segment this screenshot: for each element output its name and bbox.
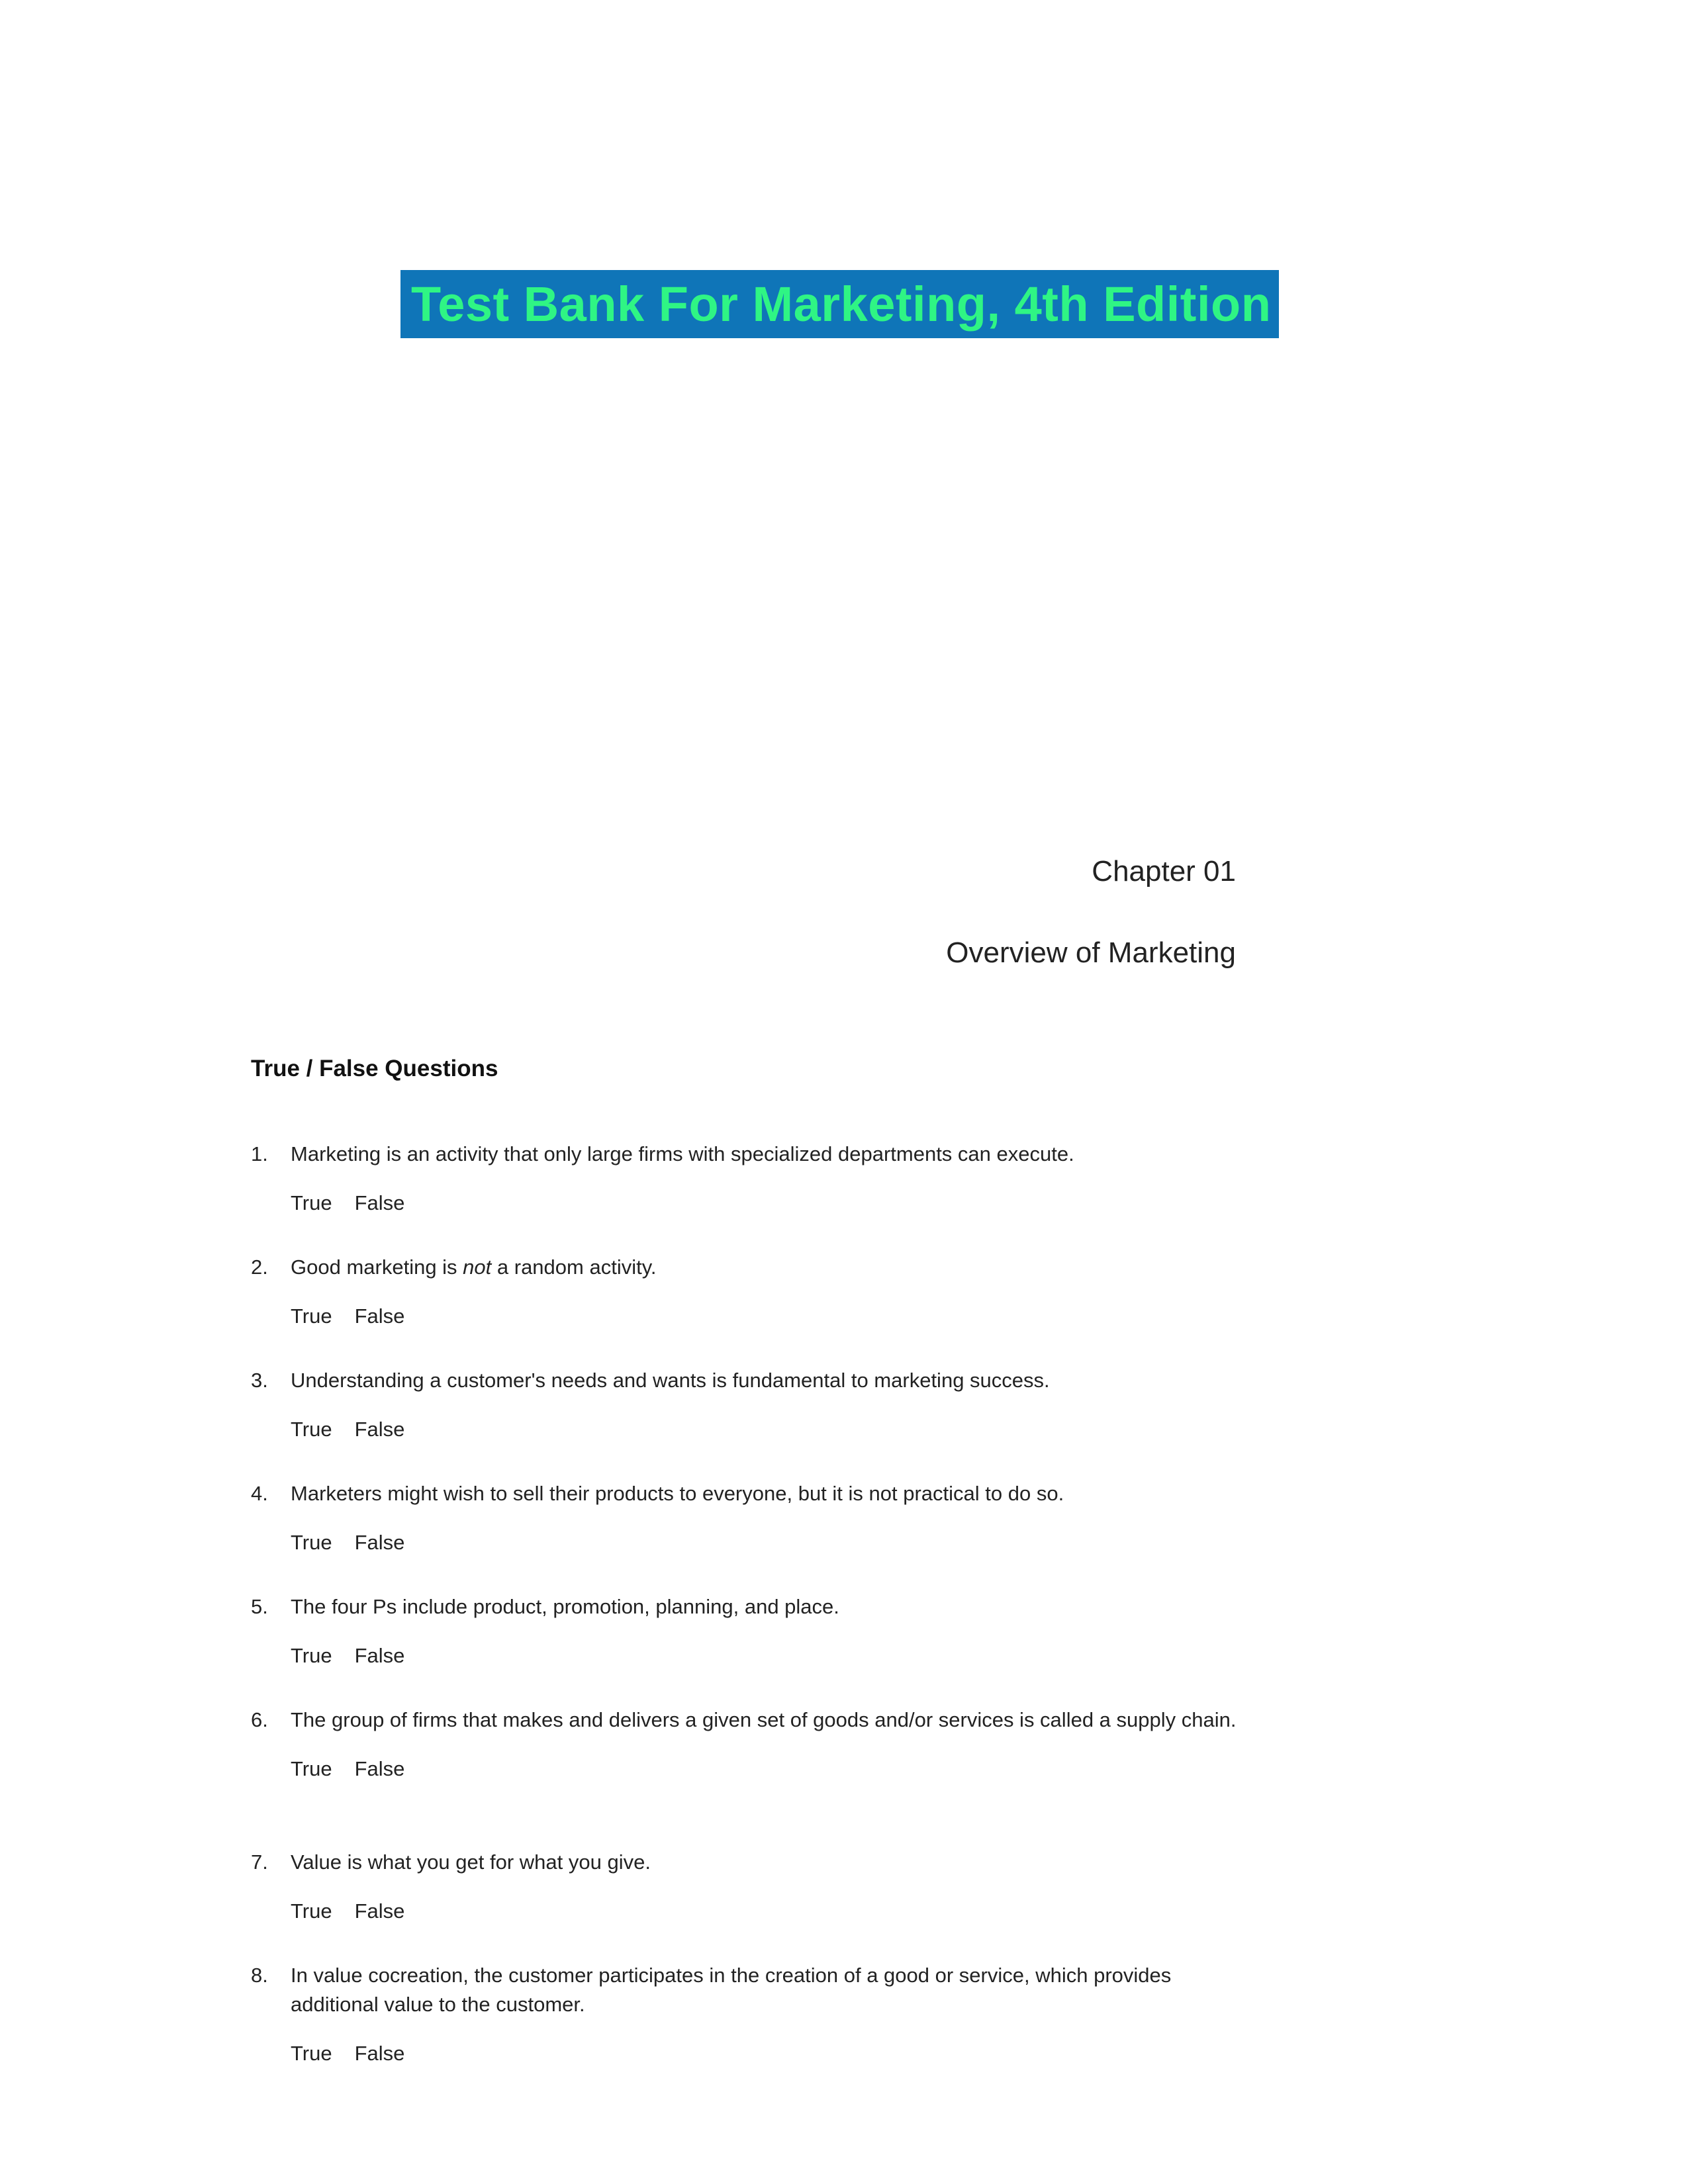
answer-true[interactable]: True <box>291 1304 332 1328</box>
answer-false[interactable]: False <box>354 1757 405 1780</box>
answer-options <box>291 1899 1257 1923</box>
question-item <box>251 1848 1257 1923</box>
question-item <box>251 1140 1257 1215</box>
answer-options <box>291 1418 1257 1441</box>
answer-options <box>291 1644 1257 1668</box>
answer-false[interactable]: False <box>354 1418 405 1441</box>
question-number: 6. <box>251 1708 268 1731</box>
question-text: The group of firms that makes and delivers a given set of goods and/or services is called a supply chain. <box>291 1708 1237 1731</box>
answer-false[interactable]: False <box>354 1644 405 1667</box>
answer-true[interactable]: True <box>291 1531 332 1554</box>
answer-options <box>291 1757 1257 1781</box>
document-title: Test Bank For Marketing, 4th Edition <box>411 277 1272 332</box>
answer-true[interactable]: True <box>291 2042 332 2065</box>
question-text: In value cocreation, the customer participates in the creation of a good or service, which provides additional value to the customer. <box>291 1964 1172 2016</box>
question-number: 4. <box>251 1482 268 1505</box>
answer-true[interactable]: True <box>291 1191 332 1214</box>
question-text: Good marketing is not a random activity. <box>291 1255 657 1279</box>
question-text: The four Ps include product, promotion, planning, and place. <box>291 1595 839 1618</box>
question-number: 5. <box>251 1595 268 1618</box>
question-number: 2. <box>251 1255 268 1279</box>
question-item <box>251 1592 1257 1668</box>
answer-options <box>291 1531 1257 1555</box>
question-text: Marketing is an activity that only large firms with specialized departments can execute. <box>291 1142 1074 1165</box>
answer-false[interactable]: False <box>354 1304 405 1328</box>
answer-true[interactable]: True <box>291 1418 332 1441</box>
question-number: 7. <box>251 1850 268 1874</box>
question-number: 1. <box>251 1142 268 1165</box>
question-item <box>251 1706 1257 1781</box>
chapter-number: Chapter 01 <box>1092 855 1236 887</box>
question-item <box>251 1253 1257 1328</box>
question-item <box>251 1479 1257 1555</box>
question-item <box>251 1366 1257 1441</box>
answer-true[interactable]: True <box>291 1644 332 1667</box>
question-text: Marketers might wish to sell their products to everyone, but it is not practical to do so. <box>291 1482 1064 1505</box>
answer-true[interactable]: True <box>291 1757 332 1780</box>
answer-false[interactable]: False <box>354 2042 405 2065</box>
answer-false[interactable]: False <box>354 1191 405 1214</box>
answer-options <box>291 1191 1257 1215</box>
title-banner <box>400 270 1279 338</box>
question-text: Value is what you get for what you give. <box>291 1850 651 1874</box>
section-heading: True / False Questions <box>251 1056 498 1081</box>
question-number: 8. <box>251 1964 268 1987</box>
question-number: 3. <box>251 1369 268 1392</box>
answer-options <box>291 2042 1257 2066</box>
answer-true[interactable]: True <box>291 1899 332 1923</box>
answer-options <box>291 1304 1257 1328</box>
question-item <box>251 1961 1257 2066</box>
emphasis-text: not <box>463 1255 492 1279</box>
answer-false[interactable]: False <box>354 1899 405 1923</box>
answer-false[interactable]: False <box>354 1531 405 1554</box>
question-text: Understanding a customer's needs and wants is fundamental to marketing success. <box>291 1369 1050 1392</box>
chapter-title: Overview of Marketing <box>946 936 1236 969</box>
